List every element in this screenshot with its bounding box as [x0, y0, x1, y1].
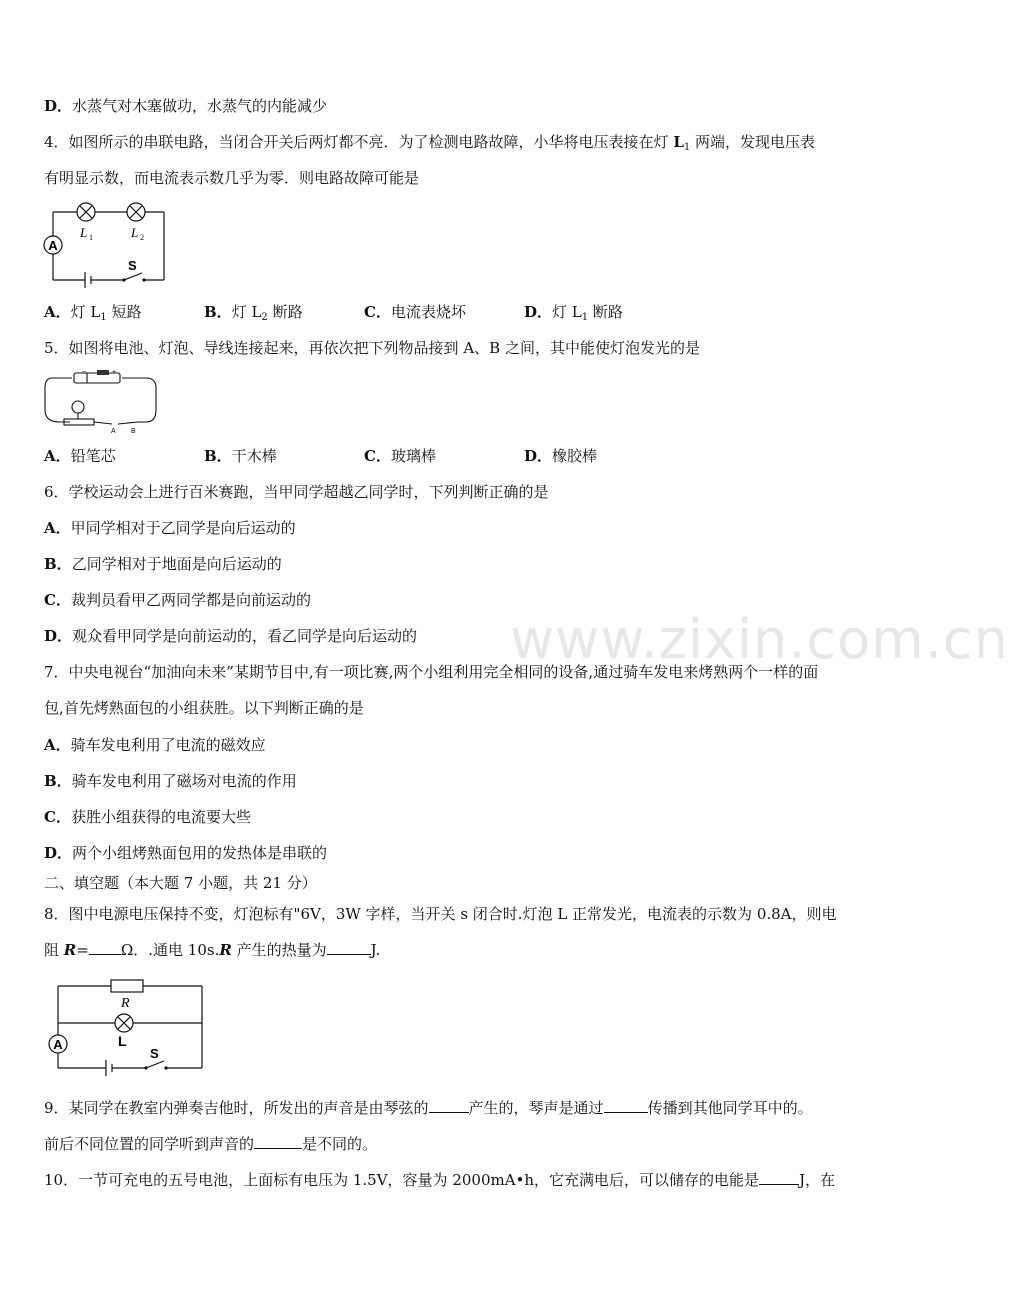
l1-label: L: [80, 225, 88, 240]
bulb-icon: [72, 401, 84, 413]
q4-stem-line1: 4．如图所示的串联电路，当闭合开关后两灯都不亮．为了检测电路故障，小华将电压表接在灯 $L_1$ 两端，发现电压表: [44, 133, 816, 153]
q8-stem-line2: 阻 R= Ω．.通电 10s.R 产生的热量为 J.: [44, 941, 381, 959]
svg-text:+: +: [112, 369, 117, 376]
q6-stem: 6．学校运动会上进行百米赛跑，当甲同学超越乙同学时，下列判断正确的是: [44, 483, 549, 501]
q6-option-a: A．甲同学相对于乙同学是向后运动的: [44, 519, 296, 537]
q7-option-b: B．骑车发电利用了磁场对电流的作用: [44, 772, 297, 790]
resistor-label: R: [121, 996, 130, 1011]
point-b-label: B: [131, 428, 136, 435]
svg-text:−: −: [82, 369, 87, 376]
section-heading: 二、填空题（本大题 7 小题，共 21 分）: [44, 874, 317, 892]
watermark: www.zixin.com.cn: [510, 608, 1009, 671]
q6-option-d: D．观众看甲同学是向前运动的，看乙同学是向后运动的: [44, 627, 418, 645]
l2-label: L: [131, 225, 139, 240]
q7-stem-line2: 包,首先烤熟面包的小组获胜。以下判断正确的是: [44, 699, 364, 717]
q5-options: [44, 446, 597, 466]
switch-label: S: [128, 258, 137, 273]
q7-stem-line1: 7．中央电视台“加油向未来”某期节目中,有一项比赛,两个小组利用完全相同的设备,通过骑车发电来烤熟两个一样的面: [44, 663, 819, 681]
blank-resistance: [89, 940, 121, 955]
q4-options: [44, 302, 623, 322]
q5-option-a: A．铅笔芯: [44, 447, 116, 465]
q4-stem-line2: 有明显示数，而电流表示数几乎为零．则电路故障可能是: [44, 169, 420, 187]
q7-option-d: D．两个小组烤熟面包用的发热体是串联的: [44, 844, 328, 862]
q9-stem-line2: 前后不同位置的同学听到声音的 是不同的。: [44, 1135, 378, 1153]
q7-option-c: C．获胜小组获得的电流要大些: [44, 808, 251, 826]
q6-option-c: C．裁判员看甲乙两同学都是向前运动的: [44, 591, 311, 609]
q6-option-b: B．乙同学相对于地面是向后运动的: [44, 555, 282, 573]
blank-heat: [327, 940, 371, 955]
q5-option-d: D．橡胶棒: [524, 447, 598, 465]
q5-stem: 5．如图将电池、灯泡、导线连接起来，再依次把下列物品接到 A、B 之间，其中能使灯泡发光的是: [44, 339, 700, 357]
svg-text:2: 2: [140, 233, 144, 242]
q5-option-b: B．干木棒: [204, 447, 277, 465]
q4-option-c: C．电流表烧坏: [364, 303, 466, 321]
switch-blade: [146, 1061, 164, 1068]
q4-option-a: A．灯 $L_1$ 短路: [44, 303, 142, 323]
q5-option-c: C．玻璃棒: [364, 447, 436, 465]
point-a-label: A: [111, 428, 116, 435]
switch-blade: [124, 273, 142, 280]
q9-stem-line1: 9．某同学在教室内弹奏吉他时，所发出的声音是由琴弦的 产生的，琴声是通过 传播到其他同学耳中的。: [44, 1099, 813, 1117]
q4-option-b: B．灯 $L_2$ 断路: [204, 303, 303, 323]
q8-circuit-diagram: [44, 974, 209, 1086]
q8-stem-line1: 8．图中电源电压保持不变，灯泡标有"6V，3W 字样，当开关 s 闭合时.灯泡 L 正常发光，电流表的示数为 0.8A，则电: [44, 905, 837, 923]
svg-text:1: 1: [89, 233, 93, 242]
q7-option-a: A．骑车发电利用了电流的磁效应: [44, 736, 266, 754]
q3-option-d: D．水蒸气对木塞做功，水蒸气的内能减少: [44, 97, 328, 115]
ammeter-label: A: [53, 1037, 63, 1052]
q4-option-d: D．灯 $L_1$ 断路: [524, 303, 623, 323]
q10-stem-line1: 10．一节可充电的五号电池，上面标有电压为 1.5V，容量为 2000mA•h，它充满电后，可以储存的电能是 J，在: [44, 1171, 836, 1189]
q5-circuit-picture: [42, 368, 162, 436]
q4-circuit-diagram: [40, 200, 175, 288]
lamp-label: L: [118, 1033, 127, 1049]
ammeter-label: A: [48, 238, 58, 253]
switch-label: S: [150, 1046, 159, 1061]
resistor-r-icon: [111, 980, 143, 992]
